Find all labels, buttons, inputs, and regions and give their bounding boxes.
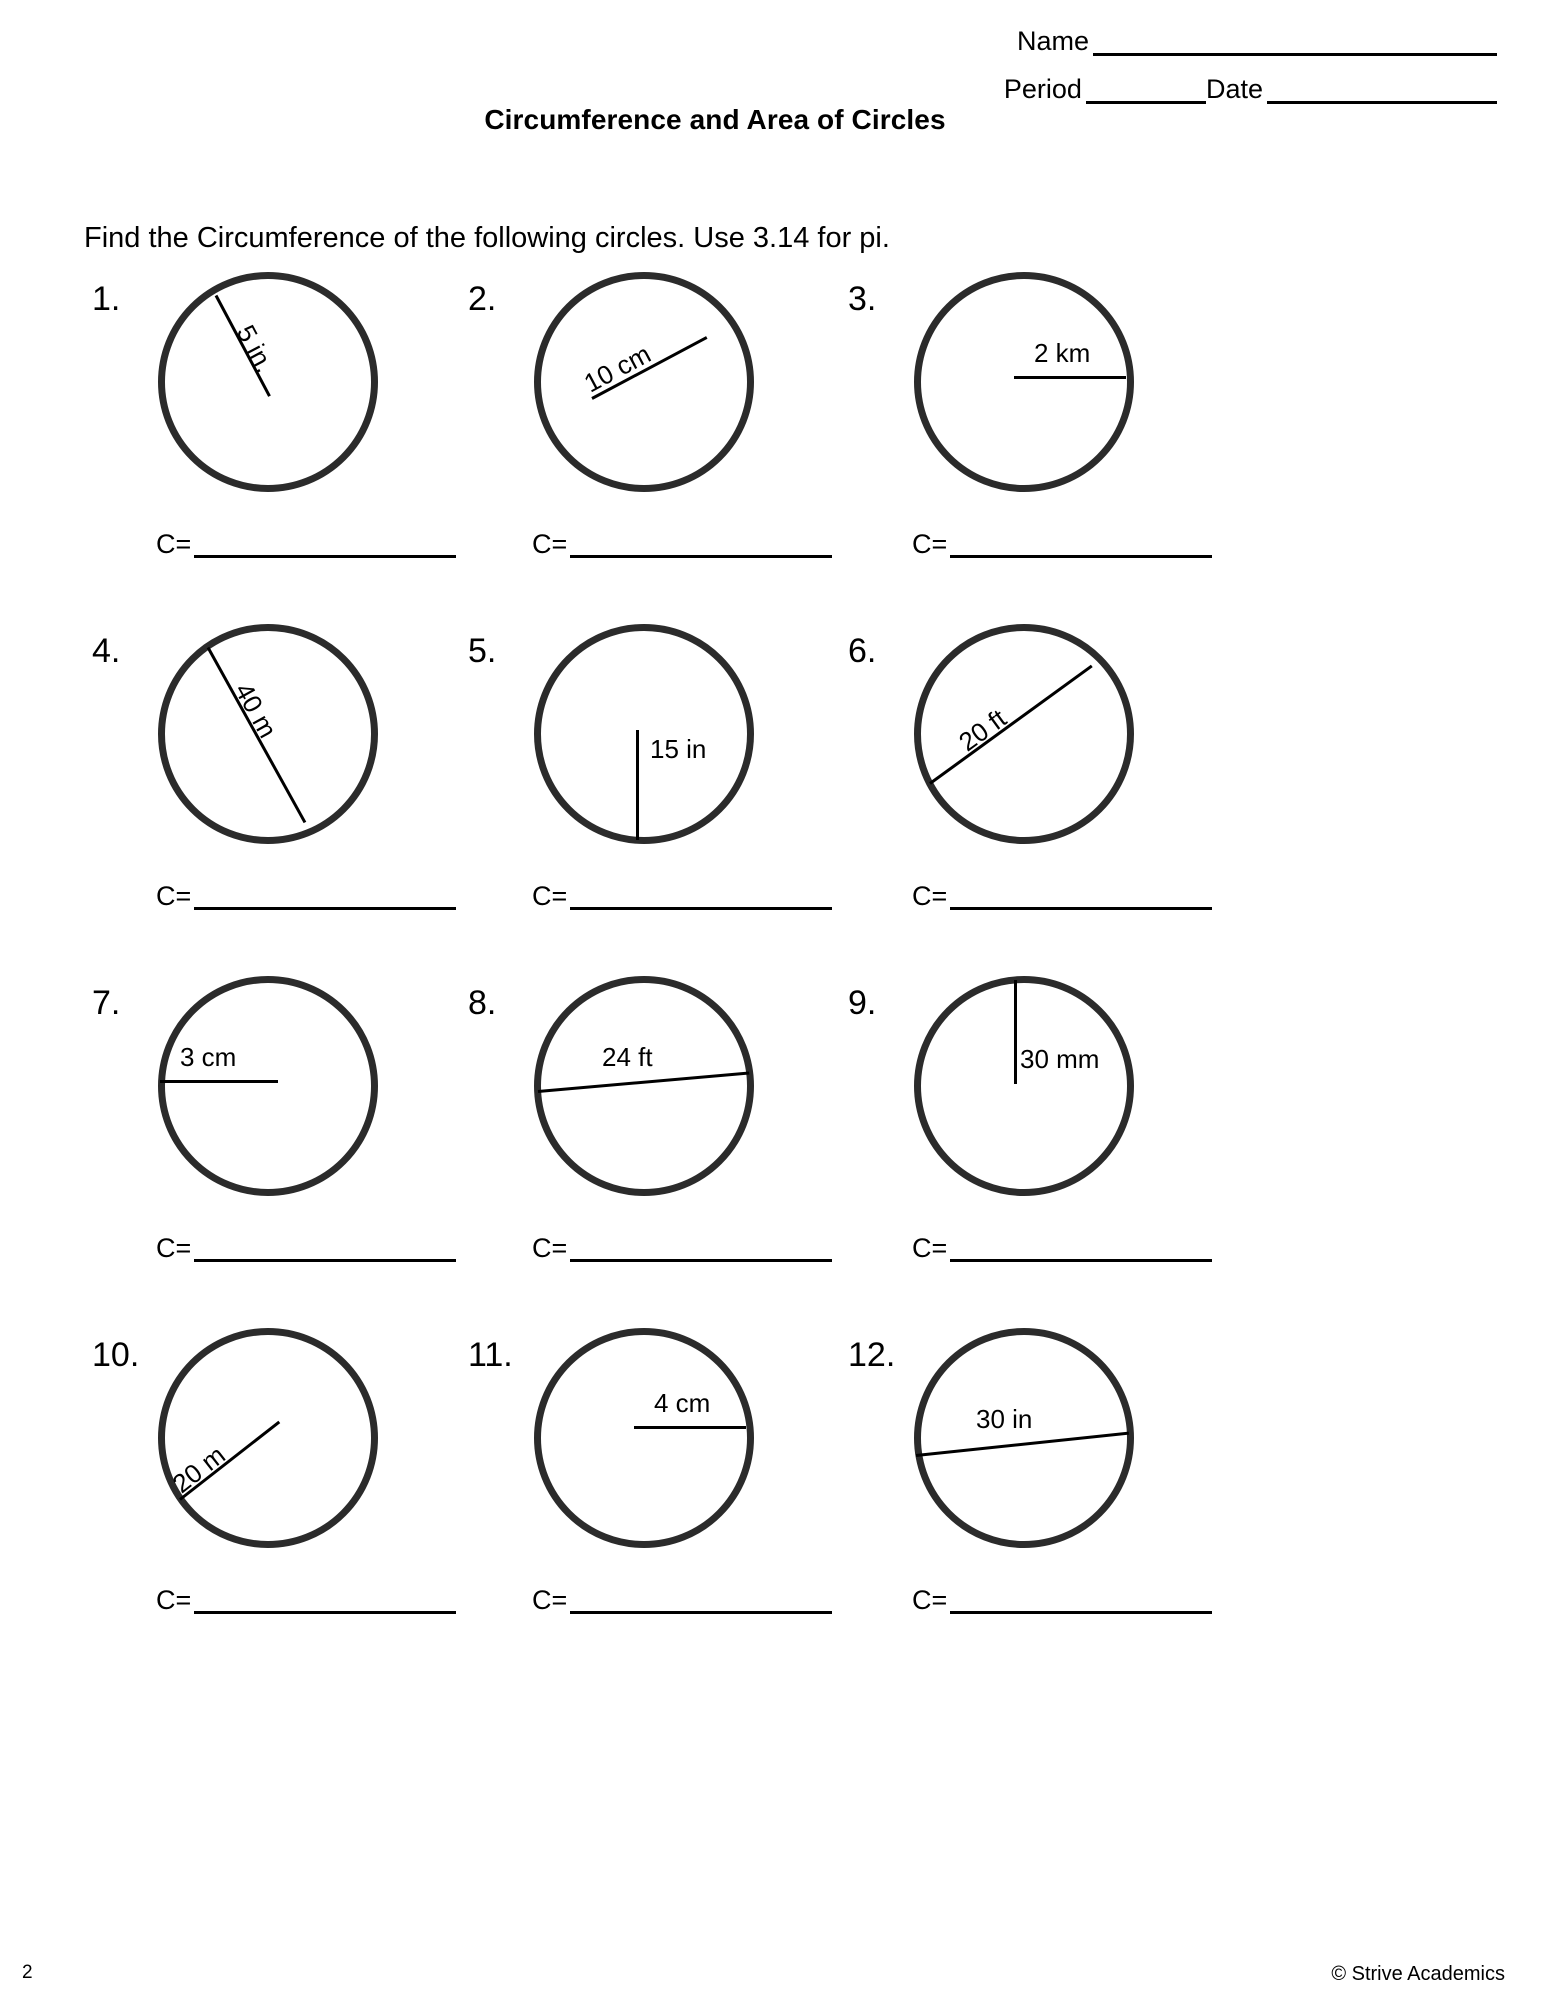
circle-outline <box>534 976 754 1196</box>
circle-outline <box>158 1328 378 1548</box>
circle-outline <box>534 624 754 844</box>
measure-label: 4 cm <box>654 1388 711 1418</box>
name-blank[interactable] <box>1093 27 1497 56</box>
measure-label: 2 km <box>1034 338 1091 368</box>
measure-label: 40 m <box>228 677 284 743</box>
problem-cell <box>460 624 900 976</box>
problem-cell <box>84 272 524 624</box>
problem-number: 10. <box>92 1336 140 1374</box>
answer-line <box>532 530 832 558</box>
answer-line <box>156 882 456 910</box>
answer-blank[interactable] <box>194 533 456 558</box>
circle-outline <box>914 624 1134 844</box>
answer-blank[interactable] <box>950 1589 1212 1614</box>
problem-number: 4. <box>92 632 121 670</box>
circle-figure <box>914 624 1134 844</box>
period-blank[interactable] <box>1086 75 1206 104</box>
circle-figure <box>534 976 754 1196</box>
answer-blank[interactable] <box>194 885 456 910</box>
answer-line <box>532 1234 832 1262</box>
answer-line <box>912 1586 1212 1614</box>
problem-number: 1. <box>92 280 121 318</box>
problem-cell <box>460 272 900 624</box>
circle-outline <box>158 976 378 1196</box>
circle-figure <box>914 976 1134 1196</box>
measure-label: 15 in <box>650 734 707 764</box>
problem-number: 11. <box>468 1336 513 1374</box>
answer-line <box>532 882 832 910</box>
problem-number: 6. <box>848 632 877 670</box>
circle-outline <box>914 272 1134 492</box>
answer-line <box>912 1234 1212 1262</box>
measure-label: 10 cm <box>578 338 656 399</box>
date-blank[interactable] <box>1267 75 1497 104</box>
problem-number: 8. <box>468 984 497 1022</box>
answer-prefix: C= <box>156 881 192 911</box>
answer-prefix: C= <box>912 1233 948 1263</box>
answer-line <box>156 530 456 558</box>
radius-line <box>1014 376 1126 379</box>
answer-blank[interactable] <box>950 1237 1212 1262</box>
answer-prefix: C= <box>912 1585 948 1615</box>
radius-line <box>634 1426 746 1429</box>
circle-outline <box>534 272 754 492</box>
answer-prefix: C= <box>156 529 192 559</box>
name-label: Name <box>1016 26 1089 56</box>
answer-blank[interactable] <box>194 1237 456 1262</box>
answer-blank[interactable] <box>570 1237 832 1262</box>
circle-outline <box>914 976 1134 1196</box>
circle-figure <box>534 272 754 492</box>
problem-cell <box>84 624 524 976</box>
problem-number: 7. <box>92 984 121 1022</box>
page-number: 2 <box>22 1962 33 1983</box>
circle-figure <box>534 624 754 844</box>
answer-prefix: C= <box>532 1233 568 1263</box>
answer-prefix: C= <box>156 1233 192 1263</box>
problem-number: 9. <box>848 984 877 1022</box>
problem-row <box>0 1328 1545 1680</box>
radius-line <box>1014 980 1017 1084</box>
problem-grid <box>0 272 1545 1680</box>
answer-prefix: C= <box>532 881 568 911</box>
measure-label: 24 ft <box>602 1042 653 1072</box>
copyright-credit: © Strive Academics <box>1331 1963 1505 1985</box>
problem-row <box>0 272 1545 624</box>
measure-label: 20 m <box>166 1439 231 1499</box>
problem-cell <box>840 1328 1280 1680</box>
measure-label: 20 ft <box>953 703 1012 758</box>
problem-row <box>0 976 1545 1328</box>
page-title: Circumference and Area of Circles <box>484 104 946 135</box>
circle-figure <box>534 1328 754 1548</box>
radius-line <box>636 730 639 840</box>
problem-cell <box>460 976 900 1328</box>
circle-outline <box>534 1328 754 1548</box>
answer-prefix: C= <box>156 1585 192 1615</box>
answer-prefix: C= <box>532 1585 568 1615</box>
problem-number: 12. <box>848 1336 896 1374</box>
answer-blank[interactable] <box>570 885 832 910</box>
problem-cell <box>84 976 524 1328</box>
circle-outline <box>158 272 378 492</box>
answer-prefix: C= <box>912 881 948 911</box>
answer-blank[interactable] <box>950 885 1212 910</box>
measure-label: 5 in. <box>230 319 281 378</box>
circle-figure <box>158 1328 378 1548</box>
answer-blank[interactable] <box>570 1589 832 1614</box>
measure-label: 30 in <box>976 1404 1033 1434</box>
answer-line <box>912 882 1212 910</box>
date-label: Date <box>1205 74 1263 104</box>
answer-line <box>156 1234 456 1262</box>
answer-line <box>156 1586 456 1614</box>
answer-blank[interactable] <box>950 533 1212 558</box>
radius-line <box>160 1080 278 1083</box>
problem-number: 2. <box>468 280 497 318</box>
period-date-row <box>937 56 1497 104</box>
problem-cell <box>840 272 1280 624</box>
name-row <box>937 8 1497 56</box>
circle-outline <box>914 1328 1134 1548</box>
answer-prefix: C= <box>912 529 948 559</box>
period-label: Period <box>1003 74 1082 104</box>
problem-row <box>0 624 1545 976</box>
answer-blank[interactable] <box>194 1589 456 1614</box>
answer-prefix: C= <box>532 529 568 559</box>
answer-line <box>912 530 1212 558</box>
problem-cell <box>84 1328 524 1680</box>
circle-figure <box>914 272 1134 492</box>
circle-figure <box>158 624 378 844</box>
measure-label: 3 cm <box>180 1042 237 1072</box>
problem-number: 3. <box>848 280 877 318</box>
problem-cell <box>460 1328 900 1680</box>
circle-figure <box>158 976 378 1196</box>
problem-cell <box>840 976 1280 1328</box>
instruction-text: Find the Circumference of the following circles. Use 3.14 for pi. <box>84 222 890 254</box>
student-info-header <box>937 8 1497 104</box>
answer-line <box>532 1586 832 1614</box>
measure-label: 30 mm <box>1020 1044 1100 1074</box>
answer-blank[interactable] <box>570 533 832 558</box>
problem-cell <box>840 624 1280 976</box>
problem-number: 5. <box>468 632 497 670</box>
circle-figure <box>158 272 378 492</box>
circle-figure <box>914 1328 1134 1548</box>
